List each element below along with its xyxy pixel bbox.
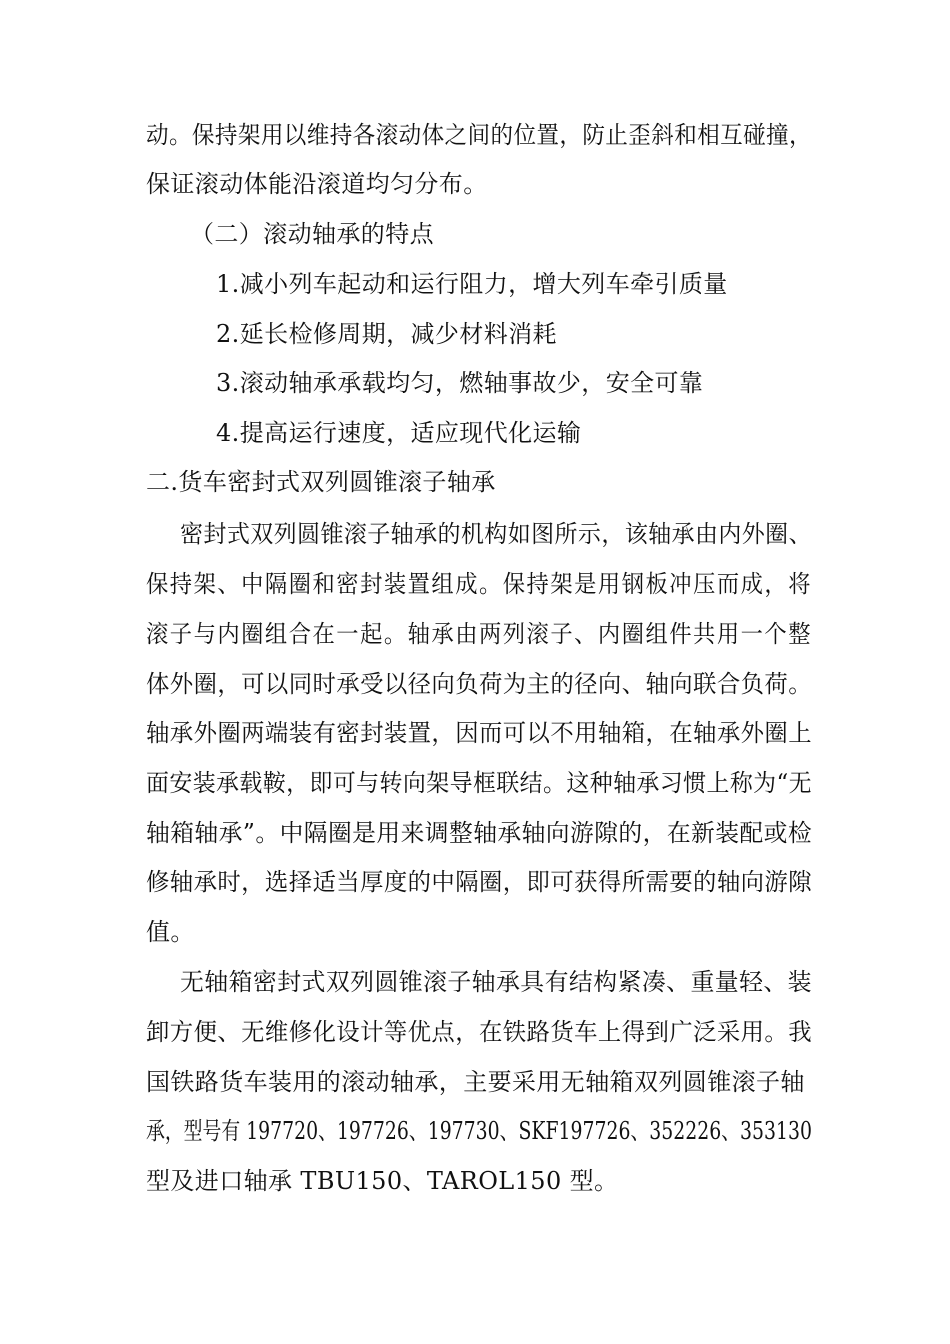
list-item: 4.提高运行速度，适应现代化运输 [216, 419, 582, 447]
paragraph-line: 轴承外圈两端装有密封装置，因而可以不用轴箱，在轴承外圈上 [146, 719, 812, 747]
list-item: 3.滚动轴承承载均匀，燃轴事故少，安全可靠 [216, 369, 704, 397]
paragraph-line: 密封式双列圆锥滚子轴承的机构如图所示，该轴承由内外圈、 [180, 520, 812, 548]
paragraph-line: 面安装承载鞍，即可与转向架导框联结。这种轴承习惯上称为“无 [146, 769, 813, 797]
paragraph-line: 无轴箱密封式双列圆锥滚子轴承具有结构紧凑、重量轻、装 [180, 968, 812, 996]
paragraph-line: 型及进口轴承 TBU150、TAROL150 型。 [146, 1167, 619, 1195]
paragraph-line: 动。保持架用以维持各滚动体之间的位置，防止歪斜和相互碰撞， [146, 121, 813, 149]
section-heading: （二）滚动轴承的特点 [190, 220, 434, 248]
paragraph-line: 保持架、中隔圈和密封装置组成。保持架是用钢板冲压而成，将 [146, 570, 812, 598]
paragraph-line: 轴箱轴承”。中隔圈是用来调整轴承轴向游隙的，在新装配或检 [146, 819, 813, 847]
section-heading: 二.货车密封式双列圆锥滚子轴承 [146, 468, 496, 496]
list-item: 2.延长检修周期，减少材料消耗 [216, 320, 557, 348]
paragraph-line: 国铁路货车装用的滚动轴承，主要采用无轴箱双列圆锥滚子轴 [146, 1068, 805, 1096]
paragraph-line: 滚子与内圈组合在一起。轴承由两列滚子、内圈组件共用一个整 [146, 620, 812, 648]
paragraph-line: 体外圈，可以同时承受以径向负荷为主的径向、轴向联合负荷。 [146, 670, 812, 698]
paragraph-line: 卸方便、无维修化设计等优点，在铁路货车上得到广泛采用。我 [146, 1018, 812, 1046]
paragraph-line: 修轴承时，选择适当厚度的中隔圈，即可获得所需要的轴向游隙 [146, 868, 812, 896]
paragraph-line: 保证滚动体能沿滚道均匀分布。 [146, 170, 488, 198]
list-item: 1.减小列车起动和运行阻力，增大列车牵引质量 [216, 270, 728, 298]
paragraph-line: 承，型号有 197720、197726、197730、SKF197726、352226、353130 [146, 1117, 812, 1145]
paragraph-line: 值。 [146, 918, 195, 946]
